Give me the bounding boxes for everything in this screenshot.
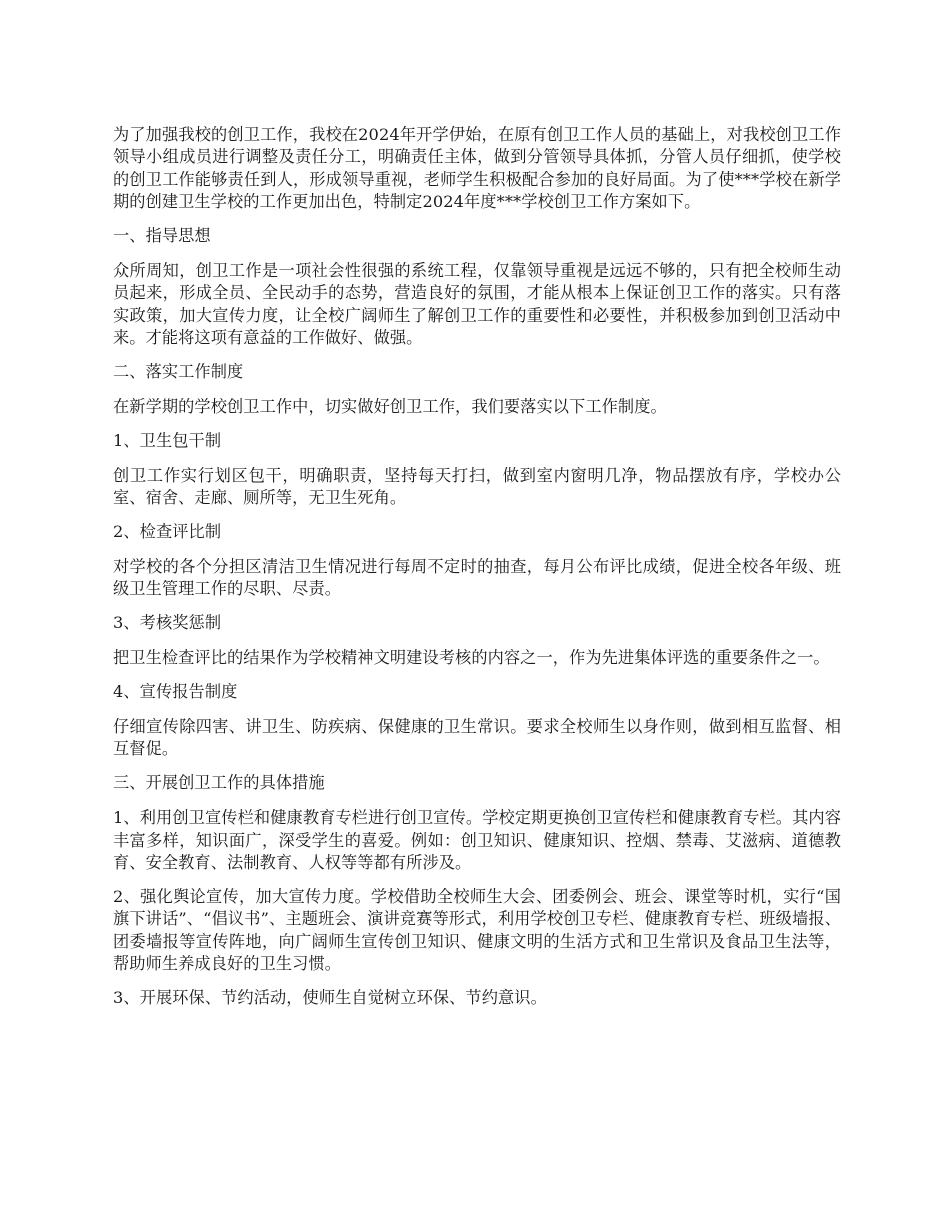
measure-item: 2、强化舆论宣传，加大宣传力度。学校借助全校师生大会、团委例会、班会、课堂等时机，实行“国旗下讲话”、“倡议书”、主题班会、演讲竞赛等形式，利用学校创卫专栏、健康教育专栏、班级墙报、团委墙报等宣传阵地，向广阔师生宣传创卫知识、健康文明的生活方式和卫生常识及食品卫生法等，帮助师生养成良好的卫生习惯。 (113, 887, 841, 974)
subheading-inspection: 2、检查评比制 (113, 522, 222, 542)
section-heading-measures: 三、开展创卫工作的具体措施 (113, 773, 325, 793)
intro-paragraph: 为了加强我校的创卫工作，我校在2024年开学伊始，在原有创卫工作人员的基础上，对我校创卫工作领导小组成员进行调整及责任分工，明确责任主体，做到分管领导具体抓，分管人员仔细抓，使学校的创卫工作能够责任到人，形成领导重视，老师学生积极配合参加的良好局面。为了使***学校在新学期的创建卫生学校的工作更加出色，特制定2024年度***学校创卫工作方案如下。 (113, 125, 841, 212)
measure-item: 1、利用创卫宣传栏和健康教育专栏进行创卫宣传。学校定期更换创卫宣传栏和健康教育专栏。其内容丰富多样，知识面广，深受学生的喜爱。例如：创卫知识、健康知识、控烟、禁毒、艾滋病、道德教育、安全教育、法制教育、人权等等都有所涉及。 (113, 808, 841, 873)
section-heading-work-system: 二、落实工作制度 (113, 362, 244, 382)
section-heading-guiding-ideology: 一、指导思想 (113, 226, 211, 246)
body-paragraph: 创卫工作实行划区包干，明确职责，坚持每天打扫，做到室内窗明几净，物品摆放有序，学校办公室、宿舍、走廊、厕所等，无卫生死角。 (113, 465, 841, 508)
document-page (113, 124, 841, 1021)
subheading-assessment: 3、考核奖惩制 (113, 613, 222, 633)
measure-item: 3、开展环保、节约活动，使师生自觉树立环保、节约意识。 (113, 988, 547, 1008)
body-paragraph: 仔细宣传除四害、讲卫生、防疾病、保健康的卫生常识。要求全校师生以身作则，做到相互监督、相互督促。 (113, 717, 841, 759)
body-paragraph: 对学校的各个分担区清洁卫生情况进行每周不定时的抽查，每月公布评比成绩，促进全校各年级、班级卫生管理工作的尽职、尽责。 (113, 557, 841, 599)
subheading-publicity: 4、宣传报告制度 (113, 682, 238, 702)
body-paragraph: 把卫生检查评比的结果作为学校精神文明建设考核的内容之一，作为先进集体评选的重要条件之一。 (113, 648, 830, 668)
subheading-hygiene-contract: 1、卫生包干制 (113, 431, 222, 451)
body-paragraph: 众所周知，创卫工作是一项社会性很强的系统工程，仅靠领导重视是远远不够的，只有把全校师生动员起来，形成全员、全民动手的态势，营造良好的氛围，才能从根本上保证创卫工作的落实。只有落实政策，加大宣传力度，让全校广阔师生了解创卫工作的重要性和必要性，并积极参加到创卫活动中来。才能将这项有意益的工作做好、做强。 (113, 261, 841, 348)
body-paragraph: 在新学期的学校创卫工作中，切实做好创卫工作，我们要落实以下工作制度。 (113, 397, 667, 417)
